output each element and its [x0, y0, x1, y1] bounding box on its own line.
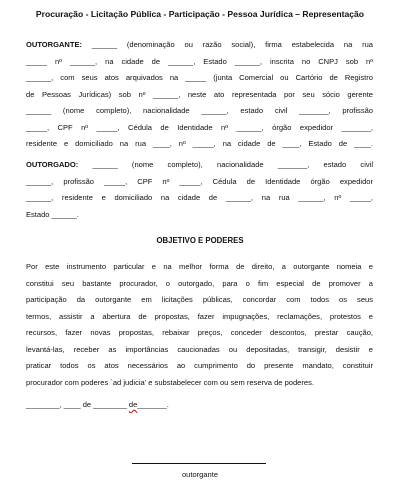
- body-line-1: Por este instrumento particular e na melhor forma de direito, a outorgante nomeia e: [26, 262, 373, 271]
- powers-paragraph: [26, 259, 373, 391]
- body-line-2: constitui seu bastante procurador, o outorgado, para o fim especial de promover a: [26, 278, 373, 288]
- body-line-6: levantá-las, receber as importâncias caucionadas ou depositadas, transigir, desistir e: [26, 344, 373, 354]
- outorgante-line-6: _____, CPF nº _____, Cédula de Identidade nº ______, órgão expedidor _______,: [26, 122, 373, 132]
- spellcheck-word: de: [128, 400, 138, 409]
- date-place-blank: ________: [26, 400, 60, 409]
- signature-label: outorgante: [181, 470, 219, 479]
- body-line-7: praticar todos os atos necessários ao cumprimento do presente mandato, constituir: [26, 361, 373, 370]
- outorgante-line-3: ______, com seus atos arquivados na _____ (junta Comercial ou Cartório de Registro: [26, 73, 373, 82]
- body-line-4: termos, assistir a abertura de propostas, fazer impugnações, reclamações, protestos e: [26, 311, 373, 321]
- date-line: ________, ____ de ________ de_______.: [26, 400, 169, 409]
- outorgado-line-1: OUTORGADO: ______ (nome completo), nacionalidade _______, estado civil: [26, 160, 373, 169]
- date-year-blank: _______.: [137, 400, 169, 409]
- outorgante-line-2: _____ nº ______, na cidade de ______, Estado ______, inscrita no CNPJ sob nº: [26, 56, 373, 66]
- date-day-blank: ____: [63, 400, 81, 409]
- outorgante-line-7: residente e domiciliado na rua ____, nº _____, na cidade de ____, Estado de ____.: [26, 139, 373, 148]
- outorgado-paragraph: [26, 157, 373, 223]
- body-line-8: procurador com poderes `ad judicia' e substabelecer com ou sem reserva de poderes.: [26, 377, 314, 387]
- signature-line: [132, 463, 266, 464]
- outorgante-line-4: de Pessoas Jurídicas) sob nº ______, neste ato representada por seu sócio gerente: [26, 89, 373, 99]
- section-title: OBJETIVO E PODERES: [156, 236, 244, 245]
- outorgante-line-5: ______ (nome completo), nacionalidade ______, estado civil _______, profissão: [26, 106, 373, 115]
- outorgante-paragraph: [26, 37, 373, 153]
- document-title: Procuração - Licitação Pública - Participação - Pessoa Jurídica – Representação: [35, 9, 365, 19]
- outorgante-label: OUTORGANTE:: [26, 40, 83, 49]
- outorgado-label: OUTORGADO:: [26, 160, 79, 169]
- body-line-3: participação da outorgante em licitações públicas, concordar com todos os seus: [26, 295, 373, 304]
- outorgado-line-3: ______, residente e domiciliado na cidade de ______, na rua ______, nº _____,: [26, 193, 373, 202]
- body-line-5: recursos, fazer novas propostas, rebaixar preços, conceder descontos, prestar caução,: [26, 328, 373, 337]
- outorgado-line-2: ______, profissão _____, CPF nº _____, Cédula de Identidade órgão expedidor: [26, 176, 373, 186]
- outorgado-line-4: Estado ______.: [26, 209, 79, 219]
- outorgante-line-1: OUTORGANTE: ______ (denominação ou razão social), firma estabelecida na rua: [26, 40, 373, 49]
- date-month-blank: ________: [93, 400, 127, 409]
